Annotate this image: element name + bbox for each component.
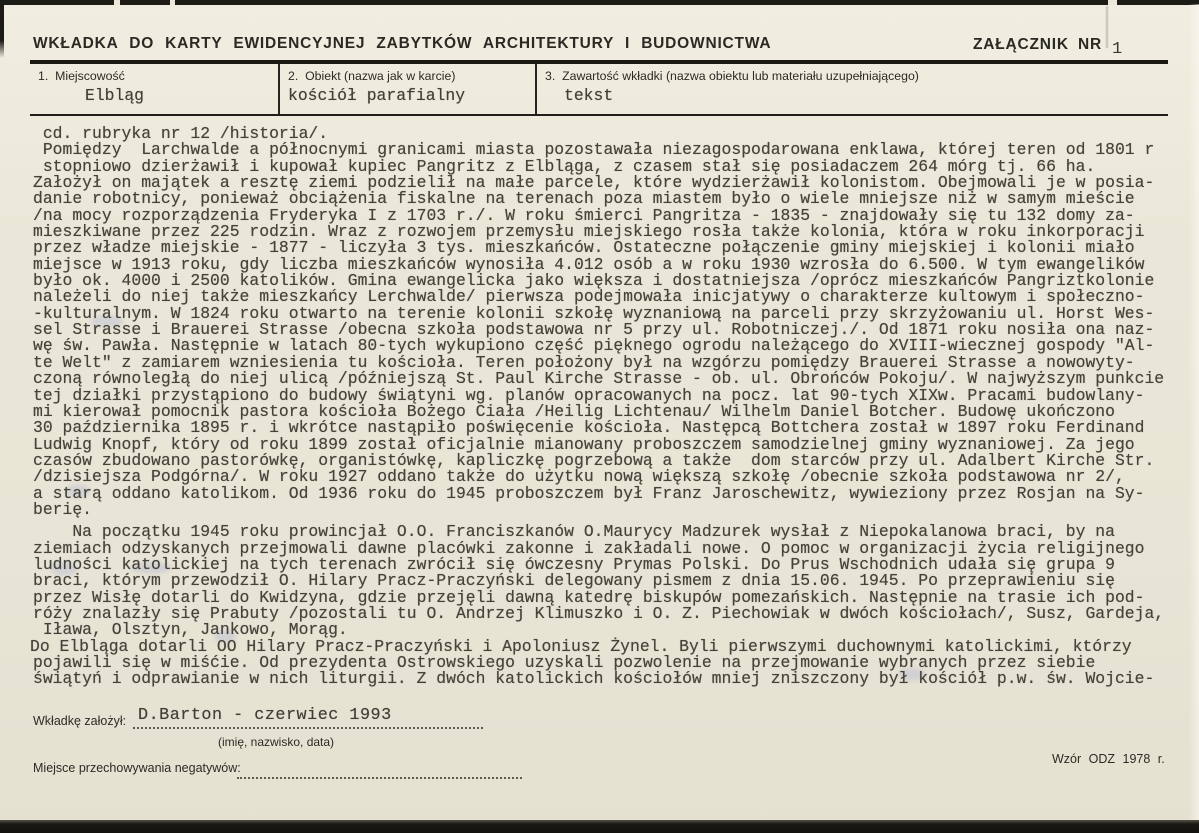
field-label-zawartosc: 3. Zawartość wkładki (nazwa obiektu lub materiału uzupełniającego) <box>545 68 919 83</box>
body-line: cd. rubryka nr 12 /historia/. <box>33 124 329 143</box>
body-line: Iława, Olsztyn, Jankowo, Morąg. <box>33 620 348 640</box>
body-text <box>30 124 1183 689</box>
body-line: braci, którym przewodził O. Hilary Pracz-Praczyński delegowany pismem z dnia 15.06. 1945. Po przeprawieniu się <box>33 571 1115 591</box>
body-line: było ok. 4000 i 2500 katolików. Gmina ewangelicka jako większa i dostatniejsza /oprócz mieszkańców Pangriztkolonie <box>33 271 1155 291</box>
body-line: mi kierował pomocnik pastora kościoła Bożego Ciała /Heilig Lichtenau/ Wilhelm Daniel Botcher. Budowę ukończono <box>33 401 1115 421</box>
body-line: czoną równoległą do niej ulicą /późniejszą St. Paul Kirche Strasse - ob. ul. Obrońców Pokoju/. W najwyższym punkcie <box>33 369 1165 389</box>
body-line: przez Wisłę dotarli do Kwidzyna, gdzie przejęli dawną katedrę biskupów pomezańskich. Następnie na trasie ich pod- <box>33 587 1145 607</box>
scan-edge-notch <box>1108 0 1117 5</box>
body-line: Do Elbląga dotarli OO Hilary Pracz-Praczyński i Apoloniusz Żynel. Byli pierwszymi duchownymi katolickimi, którzy <box>30 636 1132 656</box>
body-line: Na początku 1945 roku prowincjał O.O. Franciszkanów O.Maurycy Madzurek wysłał z Niepokalanowa braci, by na <box>33 522 1115 542</box>
body-line: Pomiędzy Larchwalde a północnymi granicami miasta pozostawała niezagospodarowana enklawa, której teren od 1801 r <box>33 140 1155 160</box>
body-line: przez władze miejskie - 1877 - liczyła 3 tys. mieszkańców. Ostateczne połączenie gminy miejskiej i kolonii miało <box>33 238 1135 258</box>
body-line: miejsce w 1913 roku, gdy liczba mieszkańców wynosiła 4.012 osób a w roku 1930 wzrosła do 6.500. W tym ewangelików <box>33 254 1145 274</box>
founder-hint: (imię, nazwisko, data) <box>218 735 335 749</box>
field-label-obiekt: 2. Obiekt (nazwa jak w karcie) <box>288 68 456 83</box>
field-value-zawartosc: tekst <box>564 85 614 105</box>
body-line: ludności katolickiej na tych terenach zwrócił się ówczesny Prymas Polski. Do Prus Wschodnich udała się grupa 9 <box>33 554 1115 574</box>
body-line: tej działki przystąpiono do budowy świątyni wg. planów opracowanych na pocz. lat 90-tych XIXw. Pracami budowlany- <box>33 385 1145 405</box>
body-line: czasów zbudowano pastorówkę, organistówkę, kapliczkę pogrzebową a także dom starców przy ul. Adalbert Kirche Str. <box>33 450 1155 470</box>
scan-scratch <box>1106 6 1108 48</box>
body-line: -kulturalnym. W 1824 roku otwarto na terenie kolonii szkołę wyznaniową na parceli przy skrzyżowaniu ul. Horst Wes- <box>33 303 1155 323</box>
attachment-label: ZAŁĄCZNIK NR <box>973 36 1102 53</box>
scan-edge-top <box>0 0 1199 5</box>
body-line: róży znalazły się Prabuty /pozostali tu O. Andrzej Klimuszko i O. Z. Piechowiak w dwóch kościołach/, Susz, Gardeja, <box>33 603 1165 623</box>
body-line: a starą oddano katolikom. Od 1936 roku do 1945 proboszczem był Franz Jaroschewitz, wywieziony przez Rosjan na Sy- <box>33 483 1145 503</box>
body-line: /na mocy rozporządzenia Fryderyka I z 1703 r./. W roku śmierci Pangritza - 1835 - znajdowały się tu 132 domy za- <box>33 205 1135 225</box>
body-line: mieszkiwane przez 225 rodzin. Wraz z rozwojem przemysłu miejskiego rosła także kolonia, która w roku inkorporacji <box>33 222 1145 242</box>
body-line: danie robotnicy, ponieważ obciążenia fiskalne na terenach poza miastem było o wiele mniejsze niż w samym mieście <box>33 189 1135 209</box>
founder-value: D.Barton - czerwiec 1993 <box>138 706 392 725</box>
body-line: stopniowo dzierżawił i kupował kupiec Pangritz z Elbląga, z czasem stał się posiadaczem 264 mórg tj. 66 ha. <box>33 156 1096 176</box>
negatives-line <box>237 777 522 779</box>
field-label-miejscowosc: 1. Miejscowość <box>38 68 125 83</box>
body-line: /dzisiejsza Podgórna/. W roku 1927 oddano także do użytku nową większą szkołę /obecnie szkoła podstawowa nr 2/, <box>33 467 1125 487</box>
body-line: 30 października 1895 r. i wkrótce nastąpiło poświęcenie kościoła. Następcą Bottchera został w 1897 roku Ferdinand <box>33 418 1145 438</box>
body-line: należeli do niej także mieszkańcy Lerchwalde/ pierwsza podejmowała inicjatywy o charakterze kultowym i społeczno- <box>33 287 1145 307</box>
field-miejscowosc <box>30 64 280 114</box>
field-obiekt <box>280 64 537 114</box>
body-line: te Welt" z zamiarem wzniesienia tu kościoła. Teren położony był na wzgórzu pomiędzy Brauerei Strasse a nowowyty- <box>33 352 1135 372</box>
form-code: Wzór ODZ 1978 r. <box>1052 752 1165 766</box>
body-line: pojawili się w miśćie. Od prezydenta Ostrowskiego uzyskali pozwolenie na przejmowanie wybranych przez siebie <box>33 653 1096 672</box>
body-line: berię. <box>33 499 93 519</box>
field-value-miejscowosc: Elbląg <box>85 85 145 105</box>
negatives-label: Miejsce przechowywania negatywów: <box>33 761 241 775</box>
body-line: Założył on majątek a resztę ziemi podzielił na małe parcele, które wydzierżawił kolonistom. Obejmowali je w posia- <box>33 173 1155 193</box>
document-title: WKŁADKA DO KARTY EWIDENCYJNEJ ZABYTKÓW ARCHITEKTURY I BUDOWNICTWA <box>33 35 772 52</box>
body-line: ziemiach odzyskanych przejmowali dawne placówki zakonne i zakładali nowe. O pomoc w organizacji życia religijnego <box>33 538 1145 558</box>
scan-edge-bottom <box>0 820 1199 833</box>
scan-edge-notch <box>114 0 120 5</box>
field-value-obiekt: kościół parafialny <box>288 85 466 105</box>
scan-edge-notch <box>170 0 175 5</box>
fields-table <box>30 64 1168 116</box>
field-zawartosc <box>537 64 1168 114</box>
scan-edge-left <box>0 0 4 58</box>
founder-signature-line <box>133 727 483 729</box>
founder-label: Wkładkę założył: <box>33 714 127 728</box>
body-line: wę św. Pawła. Następnie w latach 80-tych wykupiono część pięknego ogrodu należącego do XVIII-wiecznej gospody "Al- <box>33 336 1155 356</box>
body-line: świątyń i odprawianie w nich liturgii. Z dwóch katolickich kościołów mniej zniszczony był kościół p.w. św. Wojcie- <box>33 669 1155 689</box>
body-line: sel Strasse i Brauerei Strasse /obecna szkoła podstawowa nr 5 przy ul. Robotniczej./. Od 1871 roku nosiła ona naz- <box>33 320 1155 340</box>
attachment-number: 1 <box>1112 40 1123 59</box>
scan-edge-right <box>1189 4 1199 820</box>
body-line: Ludwig Knopf, który od roku 1899 został oficjalnie mianowany proboszczem samodzielnej gminy wyznaniowej. Za jego <box>33 434 1135 454</box>
